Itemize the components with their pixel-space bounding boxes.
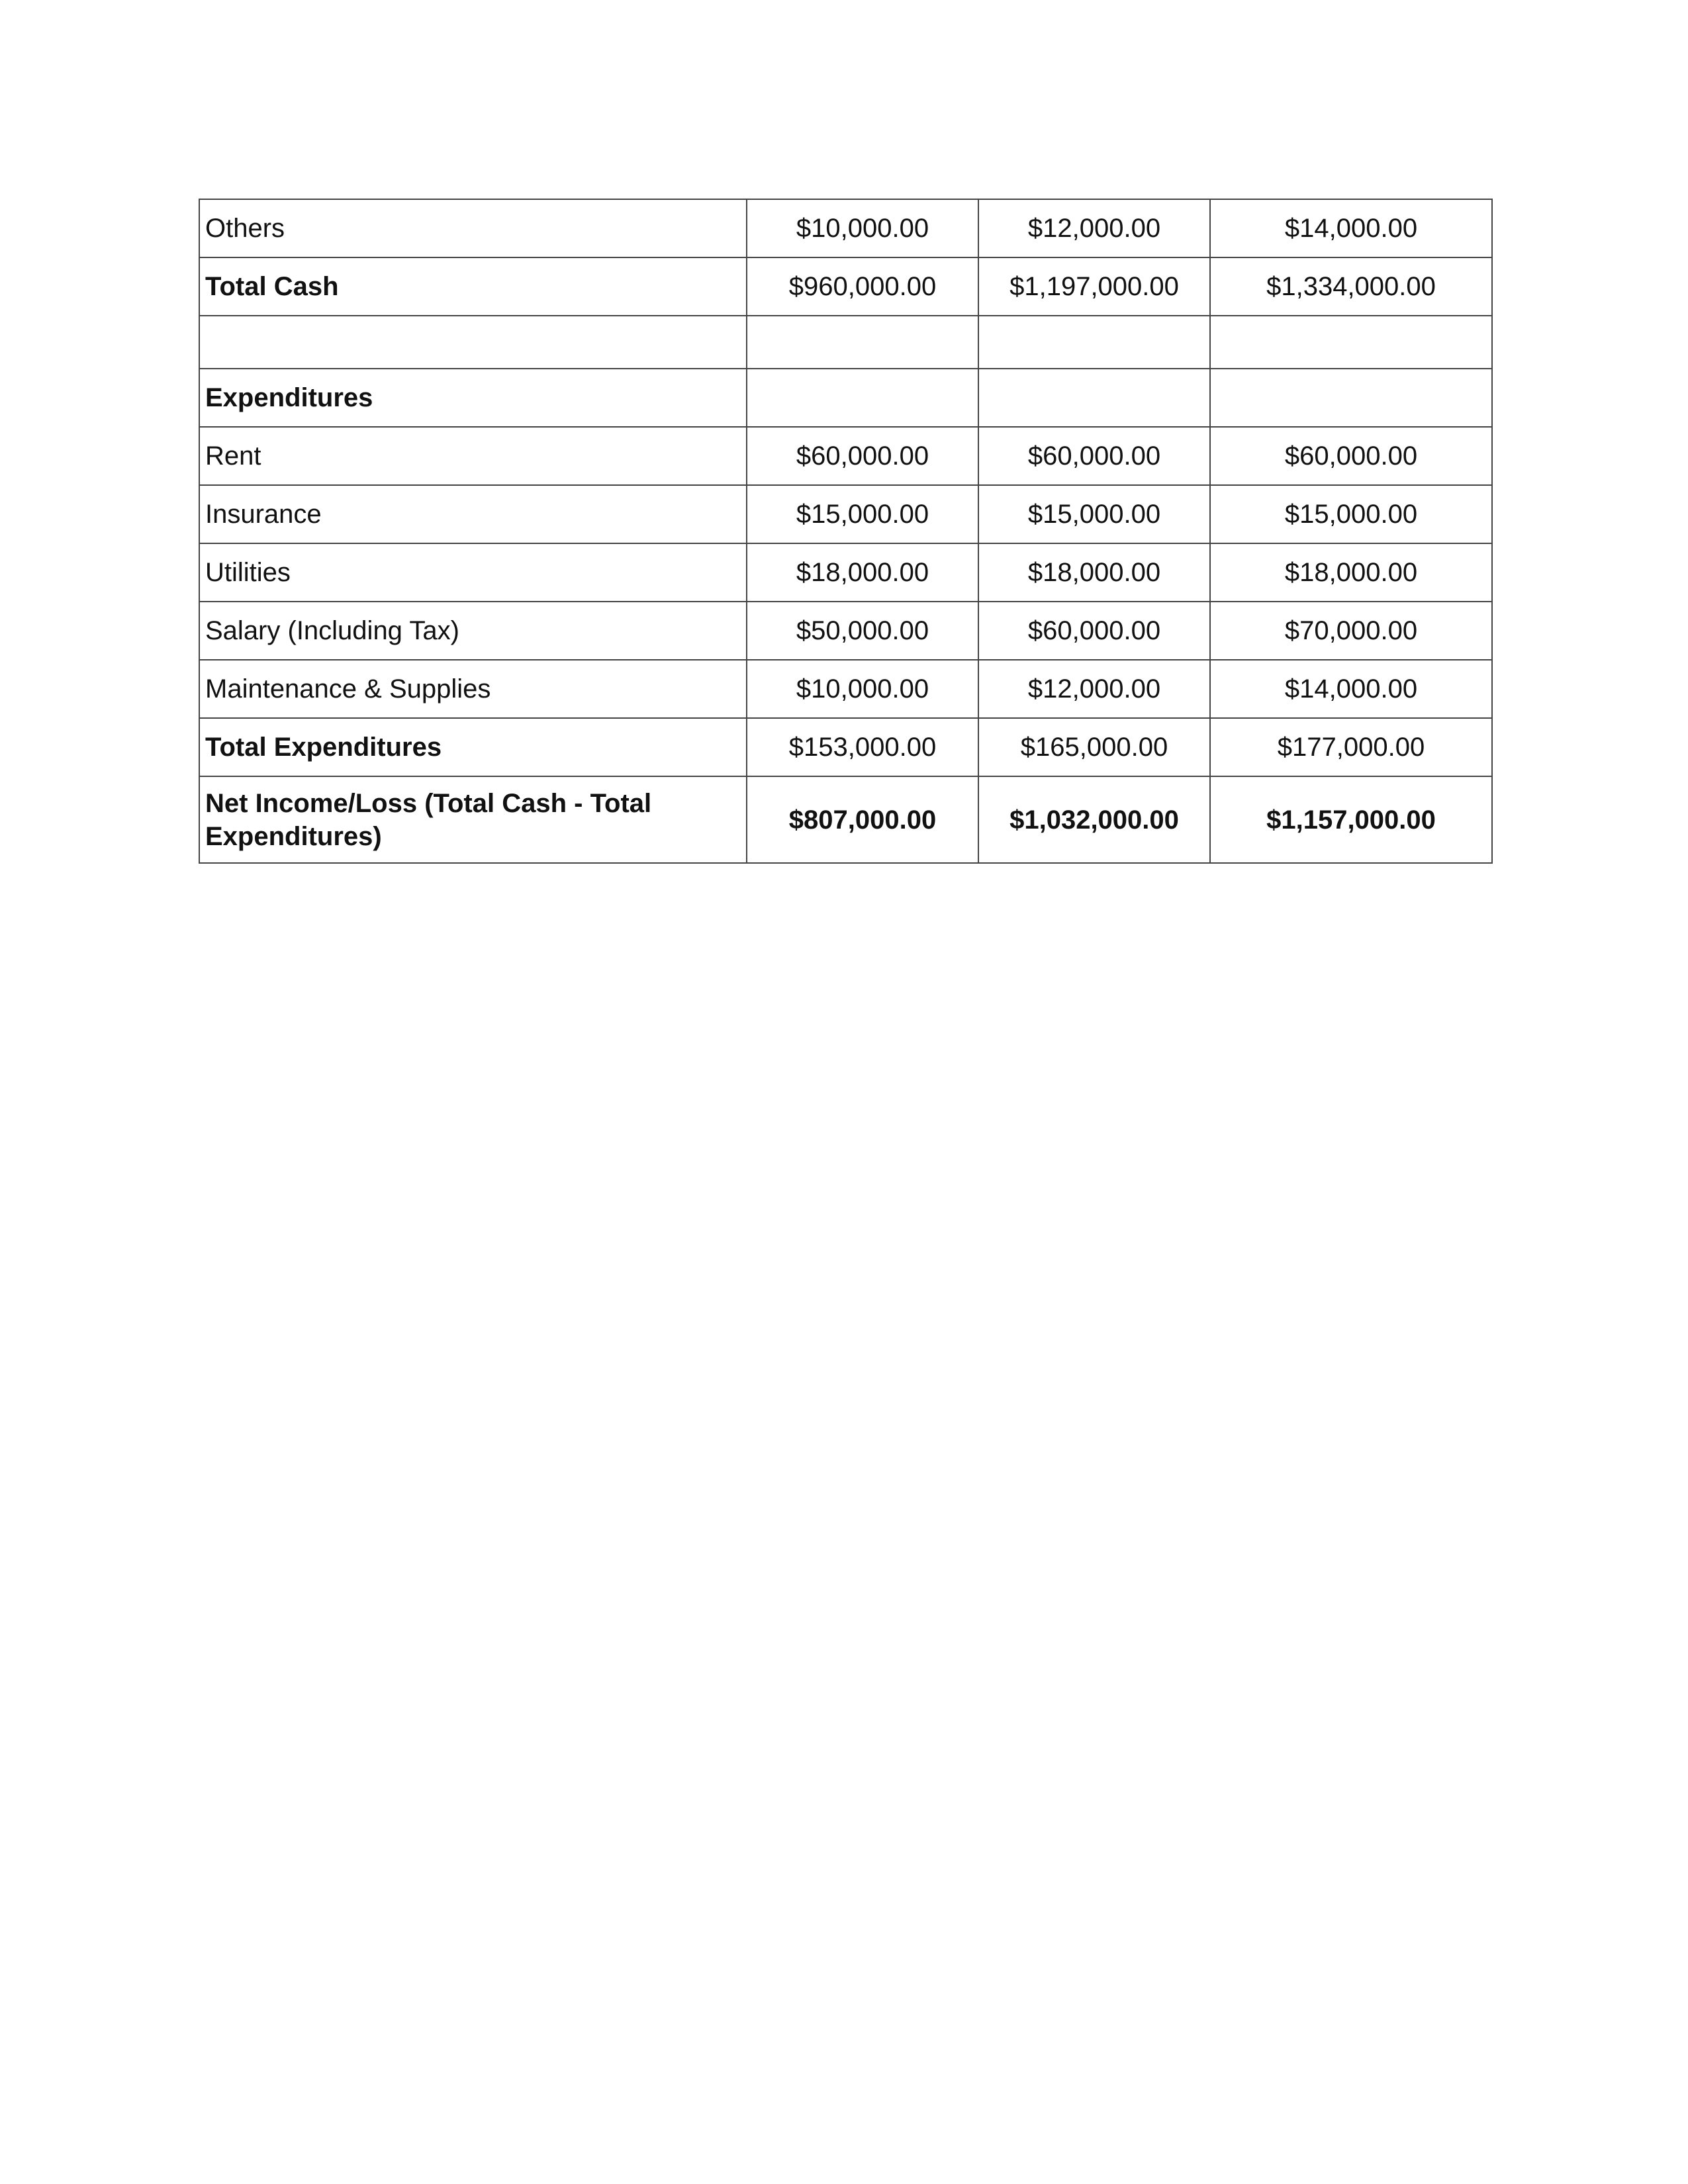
- row-utilities: [199, 543, 1492, 602]
- row-salary: [199, 602, 1492, 660]
- row-maintenance: [199, 660, 1492, 718]
- value-insurance-col2: $15,000.00: [978, 485, 1210, 543]
- value-salary-col3: $70,000.00: [1210, 602, 1492, 660]
- value-total-cash-col1: $960,000.00: [747, 257, 978, 316]
- row-insurance: [199, 485, 1492, 543]
- blank-cell-col1: [747, 316, 978, 369]
- row-total-cash: [199, 257, 1492, 316]
- value-rent-col3: $60,000.00: [1210, 427, 1492, 485]
- label-total-cash: Total Cash: [199, 257, 747, 316]
- value-total-expenditures-col3: $177,000.00: [1210, 718, 1492, 776]
- value-rent-col2: $60,000.00: [978, 427, 1210, 485]
- value-others-col2: $12,000.00: [978, 199, 1210, 257]
- row-expenditures-header: [199, 369, 1492, 427]
- value-maintenance-col2: $12,000.00: [978, 660, 1210, 718]
- value-salary-col2: $60,000.00: [978, 602, 1210, 660]
- value-maintenance-col1: $10,000.00: [747, 660, 978, 718]
- value-utilities-col1: $18,000.00: [747, 543, 978, 602]
- value-maintenance-col3: $14,000.00: [1210, 660, 1492, 718]
- row-blank: [199, 316, 1492, 369]
- value-net-income-col3: $1,157,000.00: [1210, 776, 1492, 863]
- expenditures-header-col2: [978, 369, 1210, 427]
- value-utilities-col2: $18,000.00: [978, 543, 1210, 602]
- financial-table: [199, 199, 1493, 864]
- label-expenditures: Expenditures: [199, 369, 747, 427]
- label-net-income: Net Income/Loss (Total Cash - Total Expenditures): [199, 776, 747, 863]
- value-others-col3: $14,000.00: [1210, 199, 1492, 257]
- value-total-expenditures-col1: $153,000.00: [747, 718, 978, 776]
- value-rent-col1: $60,000.00: [747, 427, 978, 485]
- label-insurance: Insurance: [199, 485, 747, 543]
- blank-cell-col3: [1210, 316, 1492, 369]
- expenditures-header-col1: [747, 369, 978, 427]
- value-total-expenditures-col2: $165,000.00: [978, 718, 1210, 776]
- label-total-expenditures: Total Expenditures: [199, 718, 747, 776]
- label-maintenance: Maintenance & Supplies: [199, 660, 747, 718]
- row-rent: [199, 427, 1492, 485]
- value-insurance-col3: $15,000.00: [1210, 485, 1492, 543]
- row-others: [199, 199, 1492, 257]
- label-utilities: Utilities: [199, 543, 747, 602]
- label-others: Others: [199, 199, 747, 257]
- value-utilities-col3: $18,000.00: [1210, 543, 1492, 602]
- label-salary: Salary (Including Tax): [199, 602, 747, 660]
- value-net-income-col2: $1,032,000.00: [978, 776, 1210, 863]
- blank-cell-col2: [978, 316, 1210, 369]
- value-net-income-col1: $807,000.00: [747, 776, 978, 863]
- row-total-expenditures: [199, 718, 1492, 776]
- value-salary-col1: $50,000.00: [747, 602, 978, 660]
- blank-cell-label: [199, 316, 747, 369]
- value-insurance-col1: $15,000.00: [747, 485, 978, 543]
- value-others-col1: $10,000.00: [747, 199, 978, 257]
- row-net-income: [199, 776, 1492, 863]
- expenditures-header-col3: [1210, 369, 1492, 427]
- value-total-cash-col3: $1,334,000.00: [1210, 257, 1492, 316]
- label-rent: Rent: [199, 427, 747, 485]
- value-total-cash-col2: $1,197,000.00: [978, 257, 1210, 316]
